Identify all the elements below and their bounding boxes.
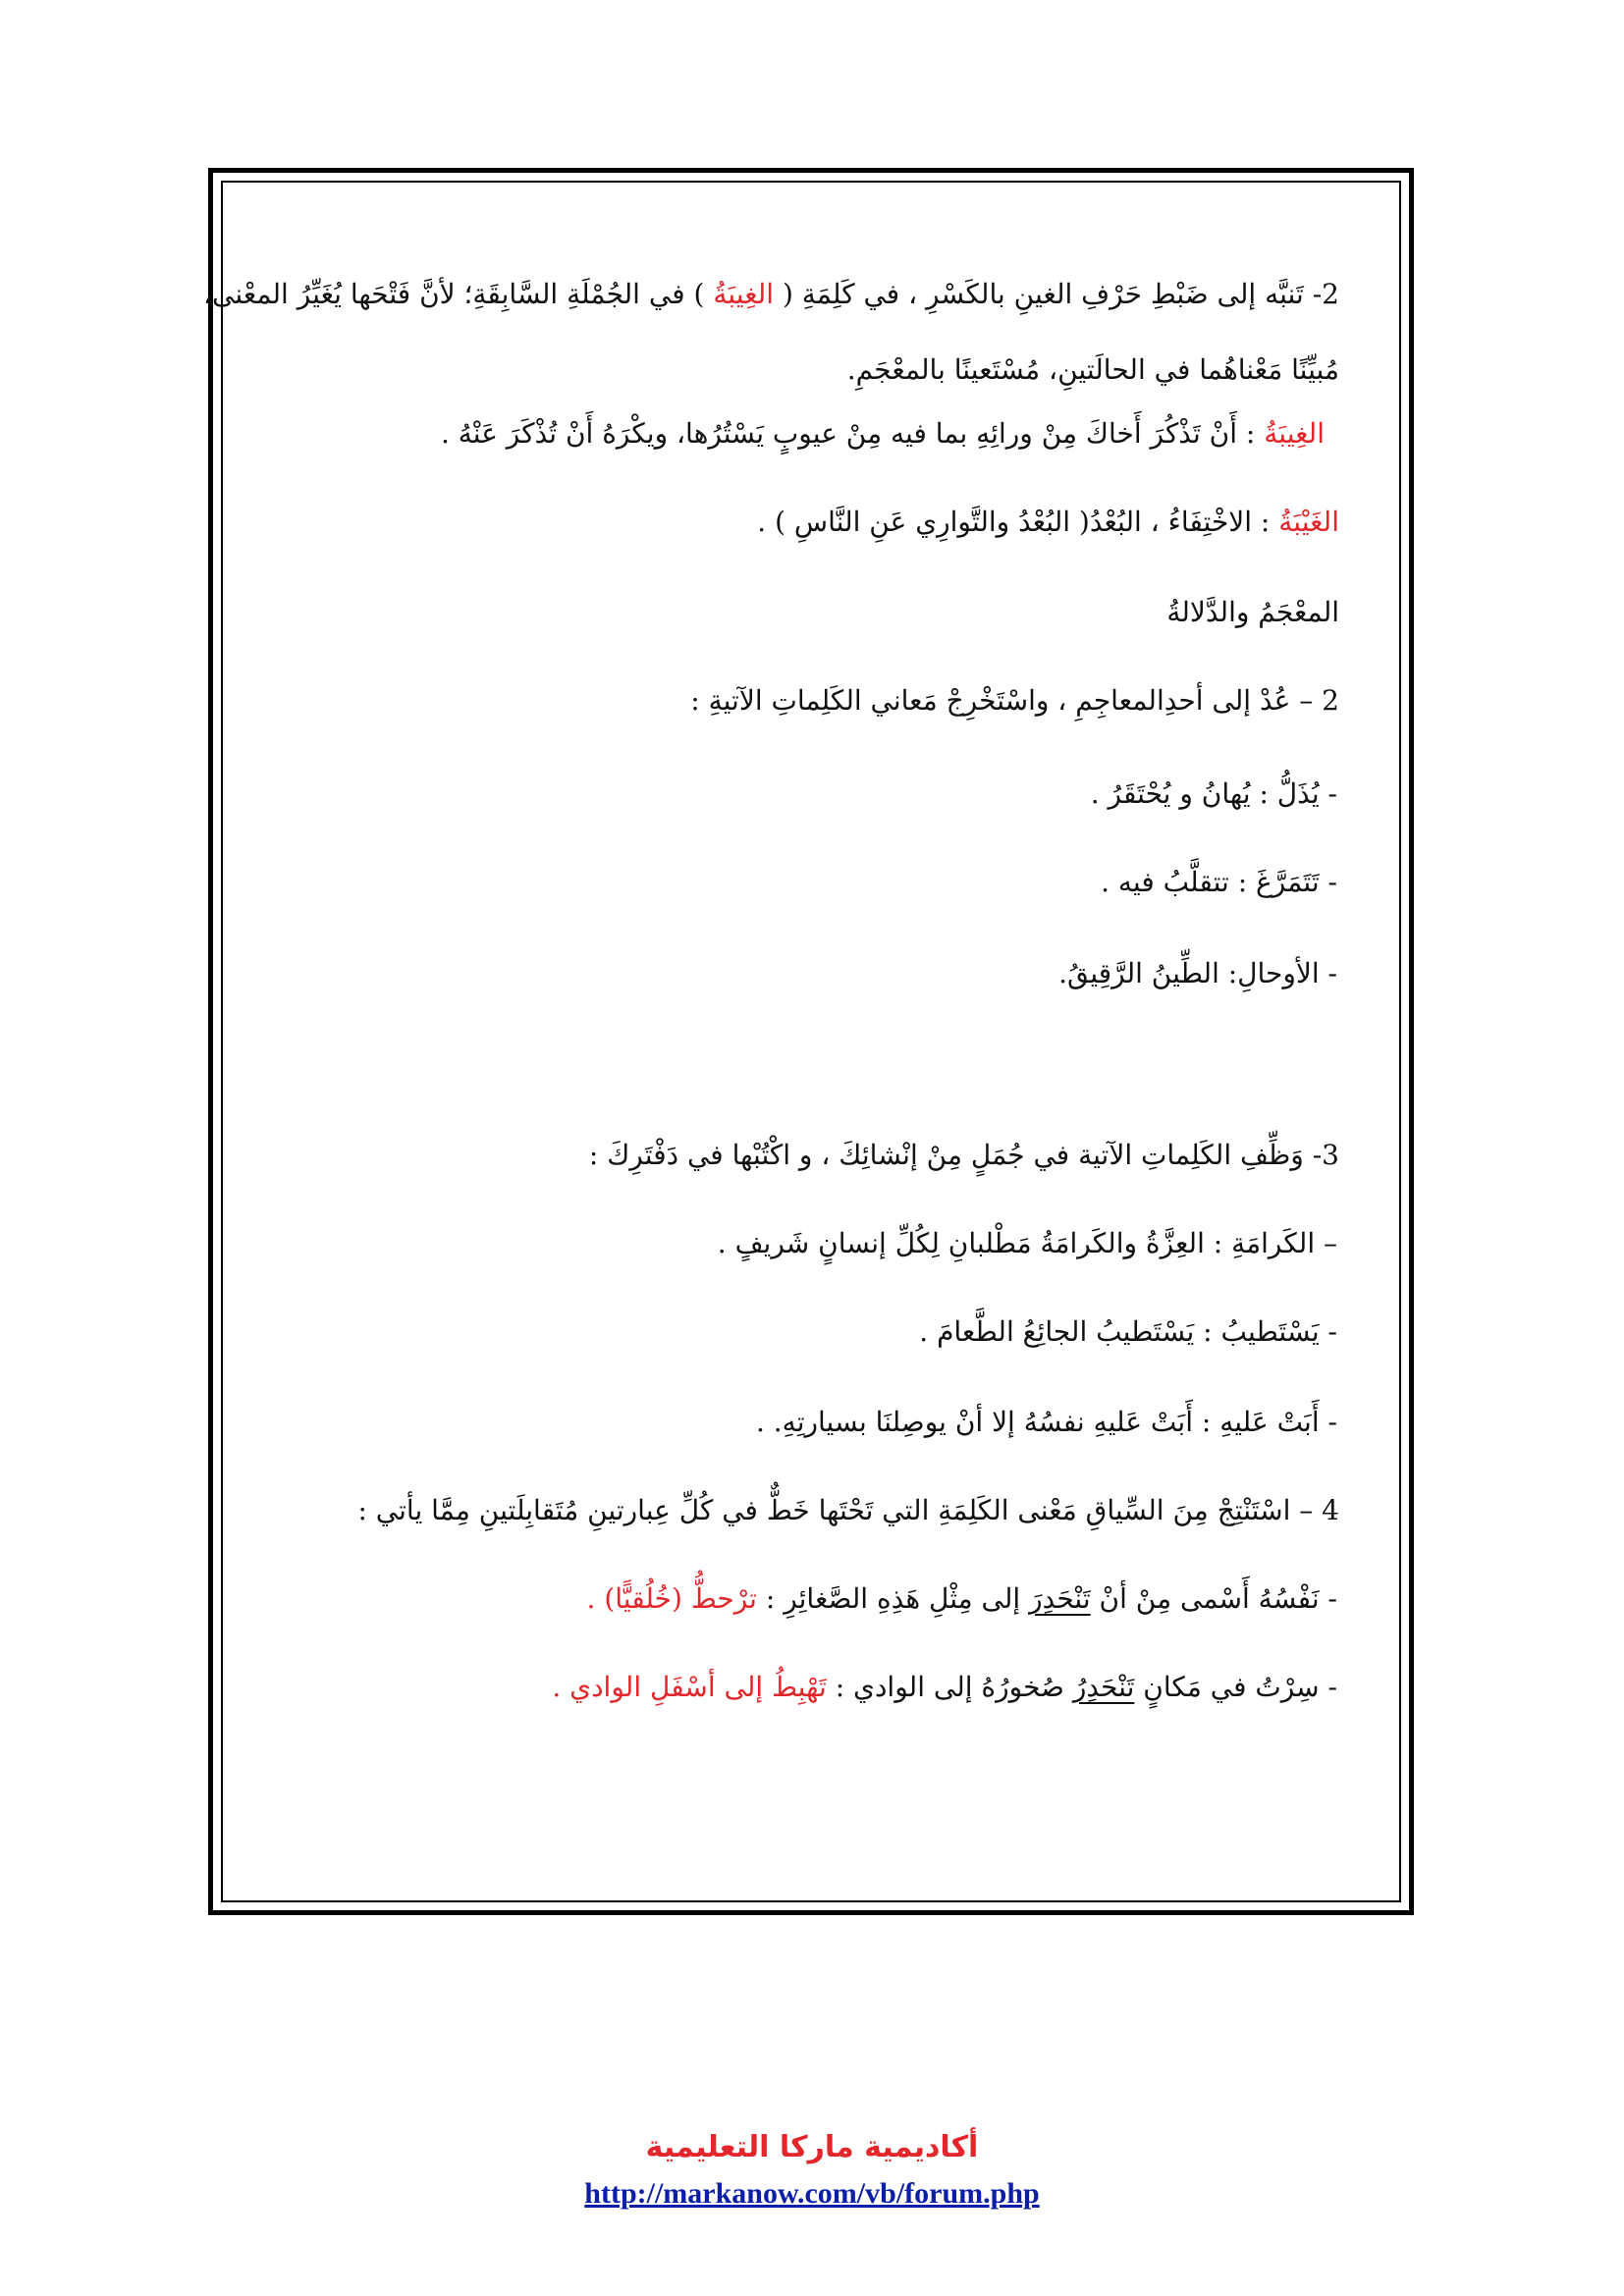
- footer-link[interactable]: http://markanow.com/vb/forum.php: [584, 2177, 1040, 2210]
- underlined-word: تَنْحَدِرُ: [1072, 1671, 1135, 1703]
- context-sentence-start: - سِرْتُ في مَكانٍ: [1134, 1671, 1337, 1703]
- question-2-instruction: 2 – عُدْ إلى أحدِالمعاجِمِ ، واسْتَخْرِجْ مَعاني الكَلِماتِ الآتيةِ :: [690, 684, 1339, 717]
- definition-ghayba: [757, 506, 1339, 539]
- highlighted-word: الغِيبَةُ: [713, 278, 775, 310]
- context-sentence: [552, 1671, 1337, 1704]
- context-answer: تَهْبِطُ إلى أسْفَلِ الوادي .: [552, 1671, 827, 1703]
- usage-item: - يَسْتَطيبُ : يَسْتَطيبُ الجائِعُ الطَّعامَ .: [919, 1315, 1337, 1348]
- note-line-2: مُبيِّنًا مَعْناهُما في الحالَتينِ، مُسْتَعينًا بالمعْجَمِ.: [846, 353, 1339, 386]
- usage-item: – الكَرامَةِ : العِزَّةُ والكَرامَةُ مَطْلبانِ لِكُلِّ إنسانٍ شَريفٍ .: [717, 1227, 1337, 1259]
- vocab-item: - تَتَمَرَّغَ : تتقلَّبُ فيه .: [1101, 866, 1337, 898]
- underlined-word: تَنْحَدِرَ: [1029, 1582, 1091, 1615]
- note-line-1-end: ) في الجُمْلَةِ السَّابِقَةِ؛ لأنَّ فَتْحَها يُغَيِّرُ المعْنى،: [203, 278, 714, 310]
- note-line-1-start: 2- تَنبَّه إلى ضَبْطِ حَرْفِ الغينِ بالكَسْرِ ، في كَلِمَةِ (: [774, 278, 1339, 310]
- question-4-instruction: 4 – اسْتَنْتِجْ مِنَ السِّياقِ مَعْنى الكَلِمَةِ التي تَحْتَها خَطٌّ في كُلِّ عِبارتينِ مُتَقابِلَتينِ مِمَّا يأتي :: [357, 1494, 1339, 1526]
- vocab-item: - يُذَلُّ : يُهانُ و يُحْتَقَرُ .: [1090, 777, 1337, 810]
- definition-term: الغِيبَةُ: [1264, 417, 1325, 450]
- vocab-item: - الأوحالِ: الطِّينُ الرَّقِيقُ.: [1058, 957, 1337, 989]
- context-sentence-start: - نَفْسُهُ أَسْمى مِنْ أنْ: [1090, 1582, 1337, 1615]
- context-sentence: [587, 1582, 1337, 1616]
- question-3-instruction: 3- وَظِّفِ الكَلِماتِ الآتية في جُمَلٍ مِنْ إنْشائِكَ ، و اكْتُبْها في دَفْتَرِكَ :: [588, 1139, 1339, 1171]
- definition-term: الغَيْبَةُ: [1278, 506, 1339, 538]
- definition-ghiba: [441, 417, 1325, 451]
- section-heading: المعْجَمُ والدَّلالةُ: [1166, 596, 1339, 628]
- definition-text: : الاخْتِفَاءُ ، البُعْدُ( البُعْدُ والتَّوارِي عَنِ النَّاسِ ) .: [757, 506, 1279, 538]
- context-sentence-mid: صُخورُهُ إلى الوادي :: [826, 1671, 1073, 1703]
- context-sentence-mid: إلى مِثْلِ هَذِهِ الصَّغائِرِ :: [756, 1582, 1030, 1615]
- context-answer: ترْحطُّ (خُلُقيًّا) .: [586, 1582, 757, 1615]
- definition-text: : أَنْ تَذْكُرَ أَخاكَ مِنْ ورائِهِ بما فيه مِنْ عيوبٍ يَسْتُرُها، ويكْرَهُ أَنْ تُذْكَرَ عَنْهُ .: [440, 417, 1265, 450]
- usage-item: - أَبَتْ عَليهِ : أَبَتْ عَليهِ نفسُهُ إلا أنْ يوصِلنَا بسيارتِهِ. .: [755, 1406, 1337, 1438]
- footer-title: أكاديمية ماركا التعليمية: [645, 2130, 979, 2164]
- note-line-1: [203, 278, 1339, 311]
